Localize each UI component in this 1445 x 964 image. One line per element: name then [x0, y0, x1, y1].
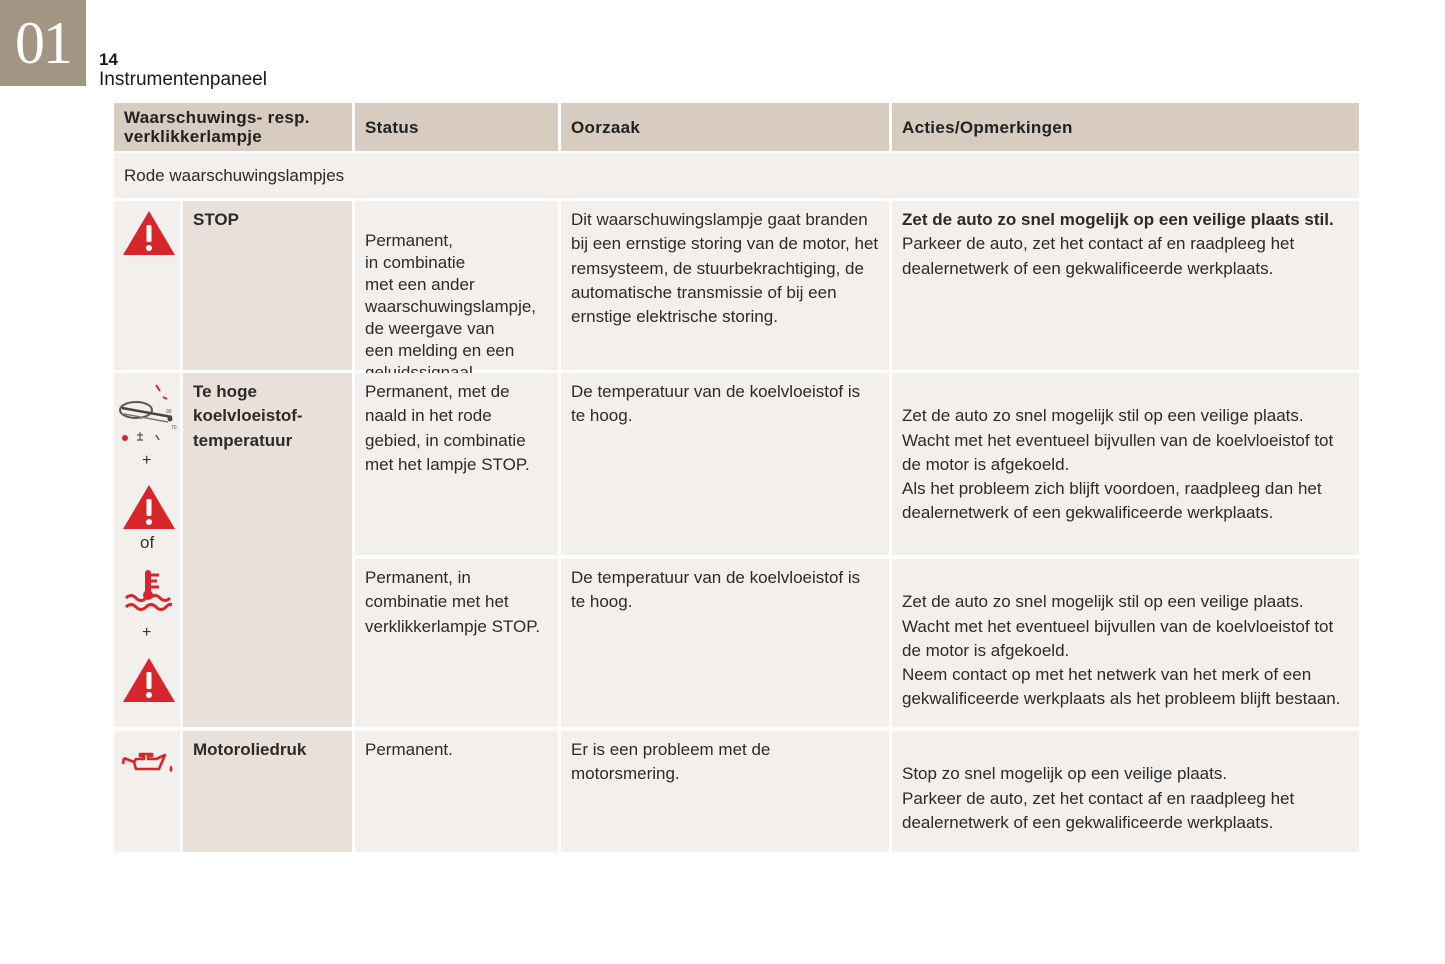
chapter-tab: 01 [0, 0, 86, 86]
coolant-name: Te hoge koelvloeistof-temperatuur [193, 382, 303, 450]
section-title: Rode waarschuwingslampjes [124, 166, 345, 185]
coolant-row1-action: Zet de auto zo snel mogelijk stil op een veilige plaats. Wacht met het eventueel bijvullen van de koelvloeistof tot de motor is afgekoeld. Als het probleem zich blijft voordoen, raadpleeg dan het dealernetwerk of een gekwalificeerde werkplaats. [902, 406, 1334, 523]
stop-cause: Dit waarschuwingslampje gaat branden bij een ernstige storing van de motor, het remsysteem, de stuurbekrachtiging, de automatische transmissie of bij een ernstige elektrische storing. [571, 210, 879, 327]
stop-cause-cell [561, 201, 889, 370]
oil-pressure-icon [121, 751, 177, 777]
header-lamp [114, 103, 352, 151]
oil-cause: Er is een probleem met de motorsmering. [571, 740, 771, 784]
coolant-temperature-icon [124, 569, 172, 611]
svg-text:90: 90 [166, 409, 172, 415]
header-status [355, 103, 558, 151]
page-title: Instrumentenpaneel [99, 69, 267, 90]
coolant-row2-cause: De temperatuur van de koelvloeistof is te hoog. [571, 568, 861, 612]
page-number: 14 [99, 50, 118, 69]
stop-action: Parkeer de auto, zet het contact af en raadpleeg het dealernetwerk of een gekwalificeerde werkplaats. [902, 234, 1295, 278]
header-cause [561, 103, 889, 151]
coolant-row2-action: Zet de auto zo snel mogelijk stil op een veilige plaats. Wacht met het eventueel bijvullen van de koelvloeistof tot de motor is afgekoeld. Neem contact op met het netwerk van het merk of een gekwalificeerde werkplaats als het probleem blijft bestaan. [902, 592, 1341, 709]
svg-text:70: 70 [171, 425, 177, 431]
coolant-row1-status-cell [355, 373, 558, 555]
coolant-row1-status: Permanent, met de naald in het rode gebied, in combinatie met het lampje STOP. [365, 382, 530, 474]
coolant-row2-action-cell [892, 559, 1359, 727]
stop-action-cell [892, 201, 1359, 370]
oil-status-cell [355, 731, 558, 852]
plus-sign: + [142, 624, 152, 641]
stop-icon-cell [114, 201, 180, 370]
oil-name: Motoroliedruk [193, 740, 307, 759]
coolant-name-cell [183, 373, 352, 727]
oil-icon-cell [114, 731, 180, 852]
stop-name: STOP [193, 210, 239, 229]
warning-triangle-icon [122, 210, 176, 256]
coolant-row2-status: Permanent, in combinatie met het verklikkerlampje STOP. [365, 568, 541, 636]
coolant-row1-cause: De temperatuur van de koelvloeistof is te hoog. [571, 382, 861, 426]
oil-name-cell [183, 731, 352, 852]
coolant-row1-action-cell [892, 373, 1359, 555]
stop-status: Permanent, in combinatie met een ander waarschuwingslampje, de weergave van een melding en een [365, 231, 537, 360]
coolant-row2-cause-cell [561, 559, 889, 727]
coolant-row1-cause-cell [561, 373, 889, 555]
oil-status: Permanent. [365, 740, 453, 759]
oil-cause-cell [561, 731, 889, 852]
coolant-icon-cell [114, 373, 180, 727]
oil-action: Stop zo snel mogelijk op een veilige plaats. Parkeer de auto, zet het contact af en raadpleeg het dealernetwerk of een gekwalificeerde werkplaats. [902, 764, 1295, 832]
stop-status-cell [355, 201, 558, 370]
coolant-gauge-icon [116, 381, 180, 447]
section-row [114, 153, 1359, 198]
header-actions-label: Acties/Opmerkingen [902, 117, 1073, 137]
stop-name-cell [183, 201, 352, 370]
oil-action-cell [892, 731, 1359, 852]
header-cause-label: Oorzaak [571, 117, 641, 137]
stop-action-emphasis: Zet de auto zo snel mogelijk op een veilige plaats stil. [902, 210, 1334, 229]
coolant-row2-status-cell [355, 559, 558, 727]
or-label: of [140, 533, 155, 552]
plus-sign: + [142, 452, 152, 469]
warning-triangle-icon [122, 657, 176, 703]
header-lamp-label: Waarschuwings- resp. verklikkerlampje [124, 108, 310, 146]
header-actions [892, 103, 1359, 151]
warning-triangle-icon [122, 484, 176, 530]
header-status-label: Status [365, 117, 419, 137]
